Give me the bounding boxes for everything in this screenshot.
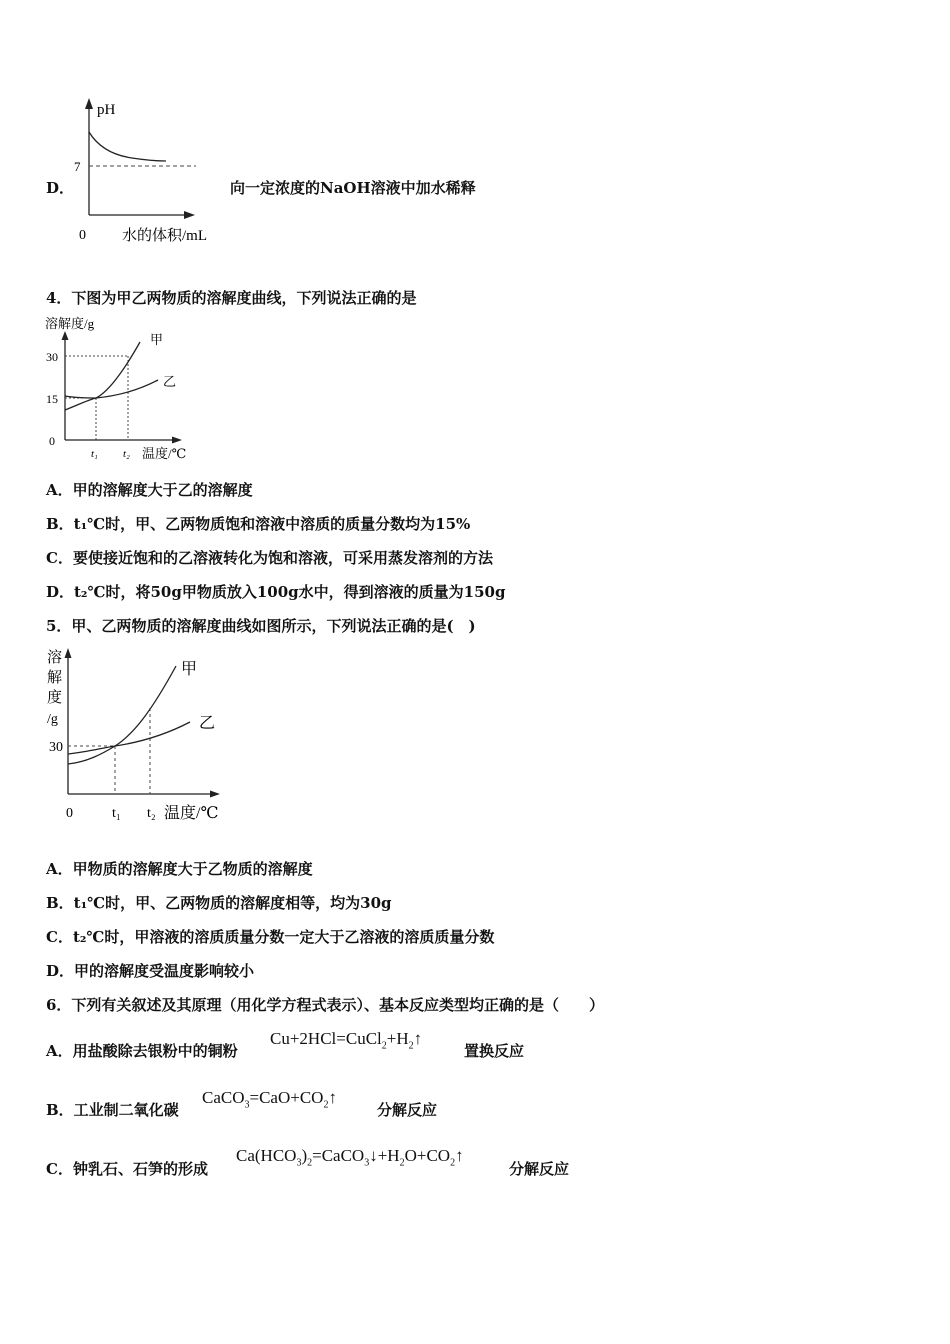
label-yi: 乙 (199, 715, 216, 732)
q6-c-type: 分解反应 (509, 1160, 570, 1178)
q6-a-label: A．用盐酸除去银粉中的铜粉 (46, 1042, 238, 1060)
curve-yi (65, 380, 158, 398)
q5-option-c: C．t₂℃时，甲溶液的溶质质量分数一定大于乙溶液的溶质质量分数 (46, 928, 495, 946)
q6-c-equation: $Ca(HCO_3)_2=CaCO_3↓+H_2O+CO_2↑$ (236, 1146, 464, 1169)
origin-label: 0 (66, 806, 73, 821)
q4-option-a: A．甲的溶解度大于乙的溶解度 (46, 481, 253, 499)
q6-b-equation: $CaCO_3=CaO+CO_2↑$ (202, 1088, 337, 1111)
y-tick-0: 0 (49, 434, 55, 448)
x-tick-t1: t₁ (112, 806, 121, 821)
x-axis-arrow (184, 211, 195, 219)
y-label-4: /g (47, 712, 58, 727)
y-axis-arrow (65, 648, 72, 658)
x-tick-t2: t₂ (147, 806, 156, 821)
x-tick-t1: t₁ (91, 448, 98, 460)
q4-option-c: C．要使接近饱和的乙溶液转化为饱和溶液，可采用蒸发溶剂的方法 (46, 549, 493, 567)
q5-option-a: A．甲物质的溶解度大于乙物质的溶解度 (46, 860, 313, 878)
y-tick-30: 30 (46, 350, 58, 364)
ph-axis-label: pH (97, 102, 116, 118)
x-axis-label: 温度/℃ (164, 805, 219, 822)
q5-stem: 5．甲、乙两物质的溶解度曲线如图所示，下列说法正确的是( ) (46, 617, 476, 635)
y-axis-arrow (85, 98, 93, 109)
q5-option-d: D．甲的溶解度受温度影响较小 (46, 962, 255, 980)
y-tick-15: 15 (46, 392, 58, 406)
option-d-description: 向一定浓度的NaOH溶液中加水稀释 (230, 179, 476, 197)
q4-stem: 4．下图为甲乙两物质的溶解度曲线，下列说法正确的是 (46, 289, 417, 307)
q4-option-d: D．t₂℃时，将50g甲物质放入100g水中，得到溶液的质量为150g (46, 583, 506, 601)
q6-b-type: 分解反应 (377, 1101, 438, 1119)
x-axis-label: 水的体积/mL (122, 228, 207, 244)
ph-7-label: 7 (74, 159, 81, 174)
y-axis-label: 溶解度/g (45, 316, 95, 331)
y-label-3: 度 (47, 690, 63, 706)
y-axis-arrow (62, 331, 69, 340)
x-axis-arrow (172, 437, 182, 444)
curve-jia (68, 666, 176, 764)
label-yi: 乙 (163, 374, 177, 389)
label-jia: 甲 (181, 661, 198, 678)
x-tick-t2: t₂ (123, 448, 130, 460)
q6-a-equation: $Cu+2HCl=CuCl_2+H_2↑$ (270, 1029, 423, 1052)
label-jia: 甲 (150, 332, 164, 347)
q6-b-label: B．工业制二氧化碳 (46, 1101, 179, 1119)
y-tick-30: 30 (49, 740, 63, 755)
q4-solubility-graph (42, 312, 202, 464)
curve-jia (65, 342, 140, 410)
origin-label: 0 (79, 228, 86, 243)
q6-c-label: C．钟乳石、石笋的形成 (46, 1160, 208, 1178)
x-axis-label: 温度/℃ (142, 446, 187, 461)
q6-a-type: 置换反应 (464, 1042, 525, 1060)
ph-dilution-graph (60, 92, 240, 252)
ph-curve (89, 132, 166, 161)
y-label-1: 溶 (47, 650, 63, 666)
x-axis-arrow (210, 791, 220, 798)
q5-option-b: B．t₁℃时，甲、乙两物质的溶解度相等，均为30g (46, 894, 392, 912)
y-label-2: 解 (47, 670, 63, 686)
q6-stem: 6．下列有关叙述及其原理（用化学方程式表示）、基本反应类型均正确的是（ ） (46, 996, 604, 1014)
curve-yi (68, 722, 190, 754)
q5-solubility-graph (42, 642, 232, 828)
option-d-letter: D． (46, 179, 75, 197)
q4-option-b: B．t₁℃时，甲、乙两物质饱和溶液中溶质的质量分数均为15% (46, 515, 471, 533)
